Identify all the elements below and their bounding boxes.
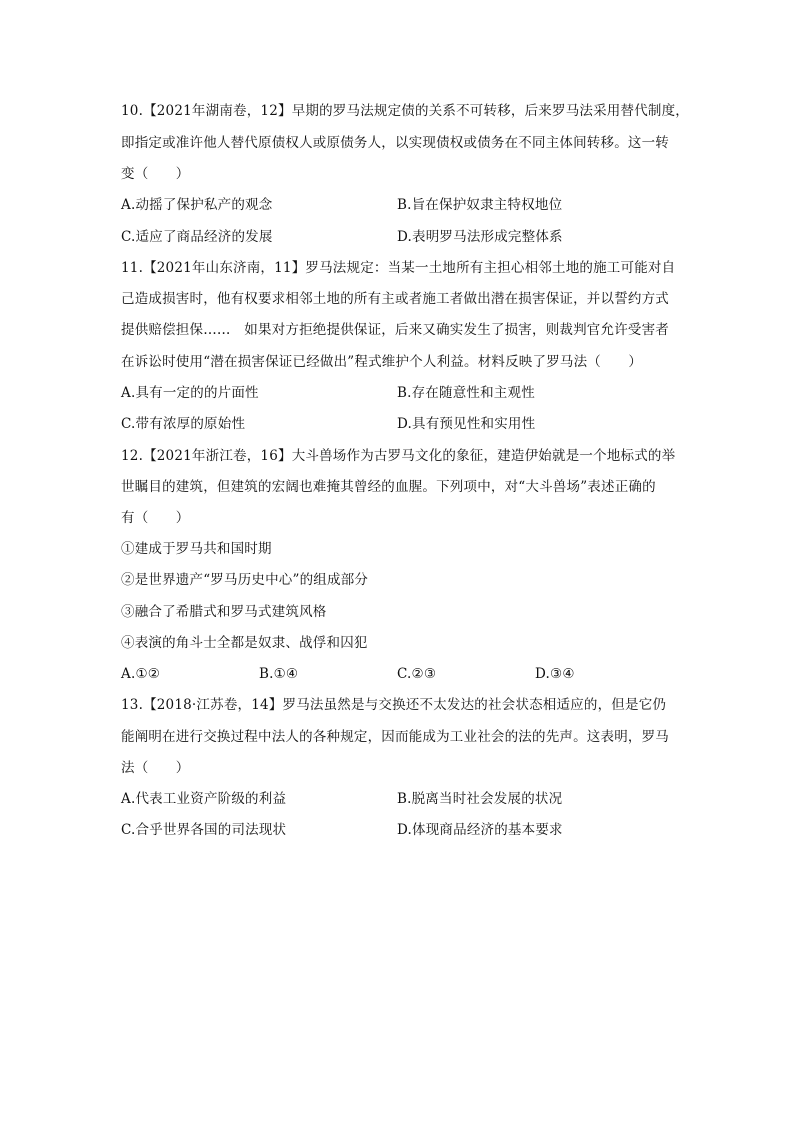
q12-line-3: 有（ ） [121,510,190,526]
q11-option-c: C.带有浓厚的原始性 [121,416,246,432]
q12-option-d: D.③④ [535,666,575,682]
q12-statement-4: ④表演的角斗士全都是奴隶、战俘和囚犯 [121,635,368,651]
q12-option-b: B.①④ [259,666,299,682]
q10-option-b: B.旨在保护奴隶主特权地位 [397,197,563,213]
q13-line-3: 法（ ） [121,760,190,776]
q10-option-c: C.适应了商品经济的发展 [121,229,273,245]
q10-line-2: 即指定或准许他人替代原债权人或原债务人，以实现债权或债务在不同主体间转移。这一转 [121,135,669,151]
q12-statement-1: ①建成于罗马共和国时期 [121,541,272,557]
q13-option-a: A.代表工业资产阶级的利益 [121,791,287,807]
q10-line-3: 变（ ） [121,166,190,182]
q11-option-d: D.具有预见性和实用性 [397,416,536,432]
q13-option-c: C.合乎世界各国的司法现状 [121,822,287,838]
q10-option-d: D.表明罗马法形成完整体系 [397,229,563,245]
q12-line-2: 世瞩目的建筑，但建筑的宏阔也难掩其曾经的血腥。下列项中，对“大斗兽场”表述正确的 [121,479,656,495]
q12-statement-2: ②是世界遗产“罗马历史中心”的组成部分 [121,572,369,588]
q10-line-1: 10.【2021年湖南卷，12】早期的罗马法规定债的关系不可转移，后来罗马法采用替代制度， [121,103,690,119]
q13-option-b: B.脱离当时社会发展的状况 [397,791,563,807]
q11-option-b: B.存在随意性和主观性 [397,385,535,401]
q12-statement-3: ③融合了希腊式和罗马式建筑风格 [121,604,327,620]
q13-line-1: 13.【2018·江苏卷，14】罗马法虽然是与交换还不太发达的社会状态相适应的，但是它仍 [121,697,667,713]
q12-option-a: A.①② [121,666,161,682]
q12-line-1: 12.【2021年浙江卷，16】大斗兽场作为古罗马文化的象征，建造伊始就是一个地标式的举 [121,448,676,464]
q11-line-2: 己造成损害时，他有权要求相邻土地的所有主或者施工者做出潜在损害保证，并以誓约方式 [121,291,669,307]
q13-line-2: 能阐明在进行交换过程中法人的各种规定，因而能成为工业社会的法的先声。这表明，罗马 [121,729,669,745]
q12-option-c: C.②③ [397,666,437,682]
q11-line-3: 提供赔偿担保…… 如果对方拒绝提供保证，后来又确实发生了损害，则裁判官允许受害者 [121,322,669,338]
q11-line-1: 11.【2021年山东济南，11】罗马法规定：当某一土地所有主担心相邻土地的施工可能对自 [121,260,676,276]
q11-option-a: A.具有一定的的片面性 [121,385,259,401]
q11-line-4: 在诉讼时使用“潜在损害保证已经做出”程式维护个人利益。材料反映了罗马法（ ） [121,354,643,370]
q13-option-d: D.体现商品经济的基本要求 [397,822,563,838]
q10-option-a: A.动摇了保护私产的观念 [121,197,273,213]
